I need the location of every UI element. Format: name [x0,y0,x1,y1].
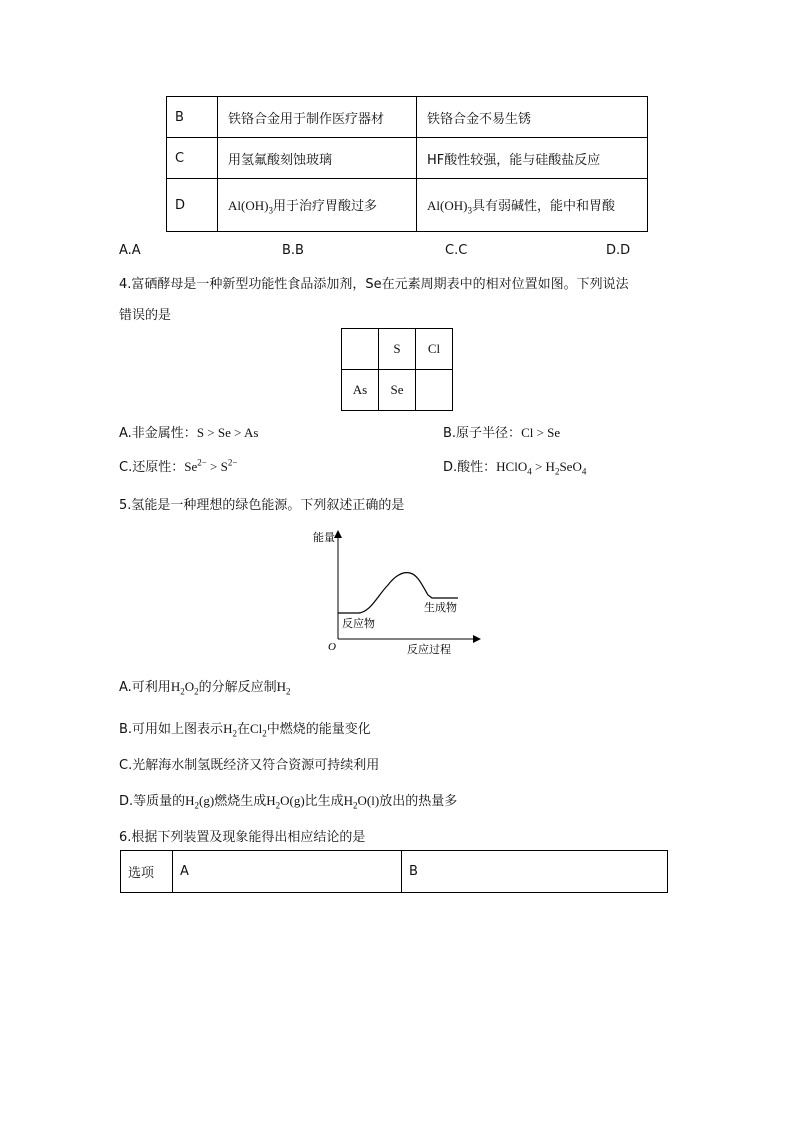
option-text: 中燃烧的能量变化 [266,722,371,737]
application-cell: 铁铬合金用于制作医疗器材 [218,97,417,138]
formula-text: H [185,793,195,808]
formula-subscript: 2 [194,800,200,811]
option-c: C.C [445,243,468,258]
option-label: D.酸性： [443,460,497,475]
formula-text: Se [184,459,198,474]
q5-stem: 5.氢能是一种理想的绿色能源。下列叙述正确的是 [119,498,405,513]
cell-text: 具有弱碱性，能中和胃酸 [471,198,615,214]
y-axis-label: 能量 [313,532,335,544]
option-expr: S > Se > As [196,425,259,440]
pt-cell: S [379,329,416,370]
application-cell [218,179,417,232]
formula-text: H [276,679,286,694]
energy-diagram [300,525,500,660]
reason-cell [417,179,648,232]
reactant-label: 反应物 [342,618,375,630]
formula-text: Al(OH) [427,197,468,213]
formula-subscript: 3 [268,205,273,216]
option-label: A.非金属性： [119,426,197,441]
option-b: B.B [282,243,304,258]
formula-text: HClO [496,459,528,474]
periodic-table-fragment [341,328,453,411]
formula-subscript: 2 [275,800,281,811]
q4-option-b [443,422,560,441]
option-text: 的分解反应制 [198,680,277,695]
formula-subscript: 2 [286,686,291,697]
formula-subscript: 4 [527,466,532,477]
option-text: D.等质量的 [119,794,186,809]
formula-text: > S [206,459,228,474]
option-label: C.还原性： [119,460,185,475]
formula-text: Al(OH) [228,197,269,213]
header-cell: B [402,851,668,893]
formula-subscript: 2 [262,728,267,739]
formula-text: O [184,679,195,694]
header-cell: A [173,851,402,893]
option-label: B.原子半径： [443,426,522,441]
formula-subscript: 2 [194,686,199,697]
formula-text: H [170,679,181,694]
formula-superscript: 2− [227,457,238,468]
q4-stem-line2: 错误的是 [119,308,172,323]
formula-subscript: 2 [232,728,237,739]
table-row [167,97,648,138]
formula-superscript: 2− [197,457,207,468]
table-row [342,370,453,411]
reason-cell: 铁铬合金不易生锈 [417,97,648,138]
formula-text: H [266,793,276,808]
option-expr: Cl > Se [521,425,561,440]
q5-option-d [119,790,457,811]
q3-table [166,96,648,232]
header-cell: 选项 [121,851,173,893]
option-text: B.可用如上图表示 [119,722,224,737]
option-d: D.D [606,243,631,258]
cell-text: 用于治疗胃酸过多 [272,198,377,214]
application-cell: 用氢氟酸刻蚀玻璃 [218,138,417,179]
q4-option-c [119,456,237,475]
option-cell: C [167,138,218,179]
table-row [121,851,668,893]
option-cell: D [167,179,218,232]
pt-cell [342,329,379,370]
option-text: A.可利用 [119,680,171,695]
pt-cell: As [342,370,379,411]
q4-stem-line1: 4.富硒酵母是一种新型功能性食品添加剂，Se在元素周期表中的相对位置如图。下列说法 [119,277,629,292]
pt-cell: Se [379,370,416,411]
q6-stem: 6.根据下列装置及现象能得出相应结论的是 [119,830,366,845]
origin-label: O [328,641,336,653]
formula-subscript: 2 [554,466,560,477]
formula-text: SeO [559,459,582,474]
formula-text: Cl [249,721,263,736]
product-label: 生成物 [424,602,457,614]
formula-text: > H [531,459,555,474]
formula-subscript: 2 [180,686,185,697]
x-axis-label: 反应过程 [407,644,451,656]
formula-subscript: 2 [353,800,358,811]
option-text: O(g)比生成 [280,793,344,808]
option-text: O(l)放出的热量多 [357,793,458,808]
q5-option-b [119,718,371,739]
formula-text: H [343,793,354,808]
pt-cell: Cl [416,329,453,370]
table-row [167,138,648,179]
q4-option-d [443,456,586,477]
pt-cell [416,370,453,411]
option-a: A.A [119,243,141,258]
table-row [167,179,648,232]
formula-subscript: 4 [581,466,587,477]
option-text: (g)燃烧生成 [199,793,267,808]
formula-text: H [223,721,233,736]
q5-option-c: C.光解海水制氢既经济又符合资源可持续利用 [119,758,380,773]
q5-option-a [119,676,291,697]
option-text: 在 [236,722,250,737]
table-row [342,329,453,370]
option-cell: B [167,97,218,138]
q4-option-a [119,422,258,441]
formula-subscript: 3 [467,205,472,216]
reason-cell: HF酸性较强，能与硅酸盐反应 [417,138,648,179]
q6-table [120,850,668,893]
